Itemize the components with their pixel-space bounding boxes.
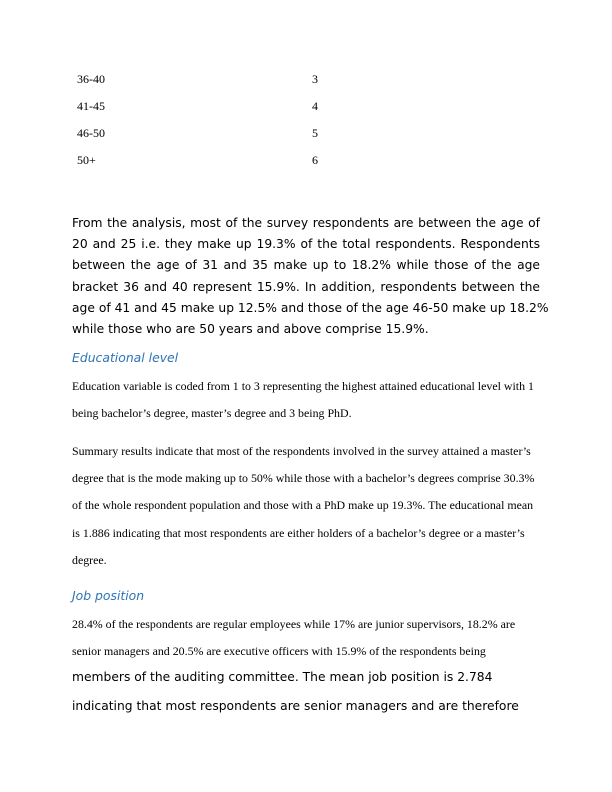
age-code-cell: 5 (312, 126, 318, 140)
paragraph-line: 20 and 25 i.e. they make up 19.3% of the total respondents. Respondents (72, 237, 540, 252)
paragraph-line: senior managers and 20.5% are executive officers with 15.9% of the respondents being (72, 644, 486, 658)
section-heading-job-position: Job position (72, 588, 145, 603)
age-range-cell: 50+ (77, 153, 96, 167)
paragraph-line: From the analysis, most of the survey respondents are between the age of (72, 216, 540, 230)
paragraph-line: age of 41 and 45 make up 12.5% and those of the age 46-50 make up 18.2% (72, 300, 549, 315)
paragraph-line: of the whole respondent population and those with a PhD make up 19.3%. The educational mean (72, 498, 534, 512)
age-range-cell: 41-45 (77, 99, 105, 113)
age-range-cell: 36-40 (77, 72, 105, 86)
paragraph-line: while those who are 50 years and above comprise 15.9%. (72, 322, 429, 337)
paragraph-line: Summary results indicate that most of the respondents involved in the survey attained a master’s (72, 444, 531, 458)
age-code-cell: 6 (312, 153, 318, 167)
paragraph-line: being bachelor’s degree, master’s degree and 3 being PhD. (72, 406, 352, 420)
paragraph-line: Education variable is coded from 1 to 3 representing the highest attained educational level with 1 (72, 379, 534, 393)
paragraph-line: members of the auditing committee. The mean job position is 2.784 (72, 670, 493, 684)
paragraph-line: 28.4% of the respondents are regular employees while 17% are junior supervisors, 18.2% are (72, 617, 516, 631)
paragraph-line: degree that is the mode making up to 50% while those with a bachelor’s degrees comprise 30.3% (72, 471, 535, 485)
age-range-cell: 46-50 (77, 126, 105, 140)
paragraph-line: is 1.886 indicating that most respondents are either holders of a bachelor’s degree or a master’s (72, 526, 525, 540)
paragraph-line: bracket 36 and 40 represent 15.9%. In addition, respondents between the (72, 279, 540, 294)
paragraph-line: degree. (72, 553, 107, 567)
section-heading-educational-level: Educational level (72, 350, 179, 365)
age-code-cell: 3 (312, 72, 318, 86)
age-code-cell: 4 (312, 99, 318, 113)
paragraph-line: between the age of 31 and 35 make up to 18.2% while those of the age (72, 258, 540, 273)
paragraph-line: indicating that most respondents are senior managers and are therefore (72, 699, 519, 713)
age-analysis-paragraph (72, 213, 549, 340)
